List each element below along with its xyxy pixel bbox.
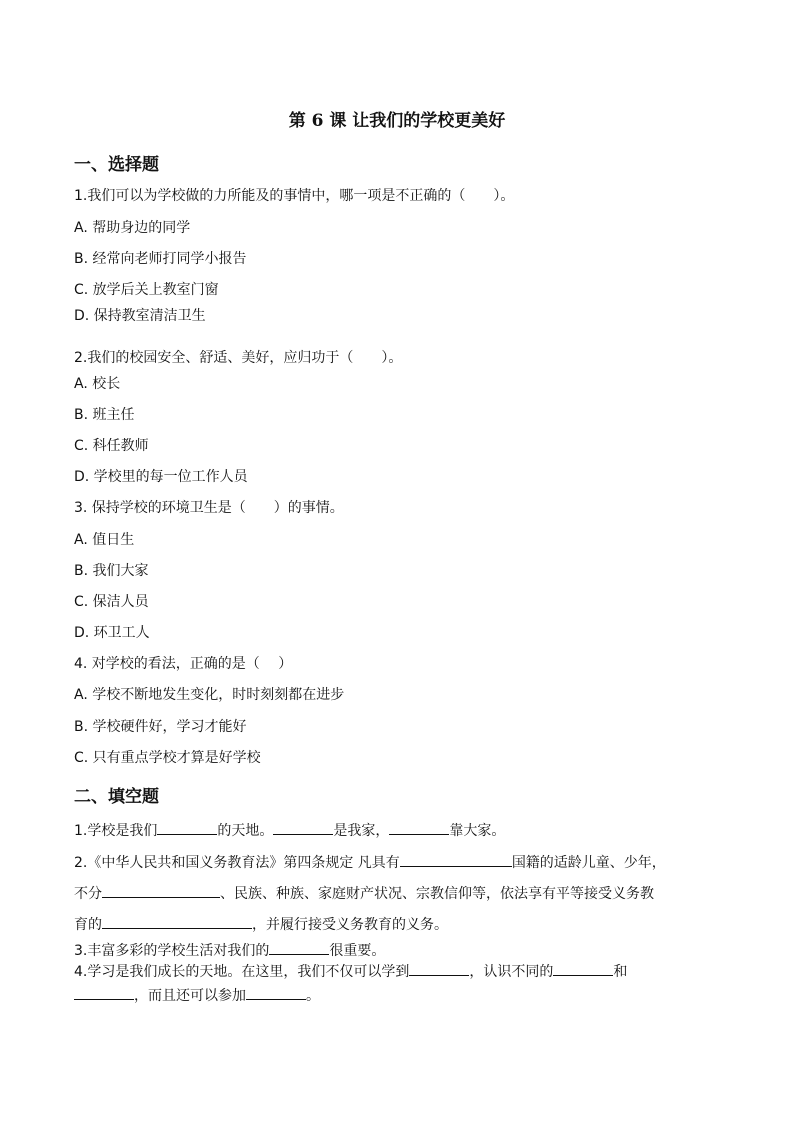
fill-1-text-3: 是我家，	[333, 823, 390, 839]
fill-1-text-4: 靠大家。	[449, 823, 506, 839]
fill-2-text-6: ，并履行接受义务教育的义务。	[252, 917, 448, 933]
question-1-stem: 1.我们可以为学校做的力所能及的事情中，哪一项是不正确的（ ）。	[74, 188, 515, 204]
question-2-option-d: D. 学校里的每一位工作人员	[74, 469, 248, 485]
fill-1-text-1: 1.学校是我们	[74, 823, 158, 839]
fill-4-text-3: 和	[613, 964, 628, 980]
fill-4-text-2: ，认识不同的	[469, 964, 554, 980]
fill-1-blank-1[interactable]	[157, 820, 217, 835]
fill-3-blank-1[interactable]	[269, 940, 329, 955]
fill-2-blank-1[interactable]	[400, 852, 512, 867]
question-1-option-a: A. 帮助身边的同学	[74, 220, 191, 236]
fill-2-blank-3[interactable]	[102, 914, 252, 929]
fill-question-2-line-1	[74, 852, 666, 872]
fill-2-text-1: 2.《中华人民共和国义务教育法》第四条规定 凡具有	[74, 855, 400, 871]
question-3-option-a: A. 值日生	[74, 532, 135, 548]
question-1-option-d: D. 保持教室清洁卫生	[74, 308, 206, 324]
question-3-option-c: C. 保洁人员	[74, 594, 149, 610]
fill-question-4-line-2	[74, 985, 320, 1005]
fill-4-text-5: 。	[306, 988, 320, 1004]
fill-4-text-1: 4.学习是我们成长的天地。在这里，我们不仅可以学到	[74, 964, 410, 980]
question-3-option-d: D. 环卫工人	[74, 625, 150, 641]
fill-3-text-1: 3.丰富多彩的学校生活对我们的	[74, 943, 270, 959]
fill-question-4-line-1	[74, 961, 627, 981]
fill-2-blank-2[interactable]	[102, 883, 220, 898]
fill-4-blank-2[interactable]	[553, 961, 613, 976]
fill-4-blank-1[interactable]	[409, 961, 469, 976]
fill-question-2-line-2	[74, 883, 654, 903]
fill-4-blank-3[interactable]	[74, 985, 134, 1000]
question-1-option-b: B. 经常向老师打同学小报告	[74, 251, 247, 267]
fill-2-text-4: 、民族、种族、家庭财产状况、宗教信仰等，依法享有平等接受义务教	[220, 886, 654, 902]
fill-1-blank-2[interactable]	[273, 820, 333, 835]
question-2-option-a: A. 校长	[74, 376, 121, 392]
question-2-option-b: B. 班主任	[74, 407, 135, 423]
question-4-option-b: B. 学校硬件好，学习才能好	[74, 719, 247, 735]
fill-1-text-2: 的天地。	[217, 823, 274, 839]
page-title: 第 6 课 让我们的学校更美好	[288, 111, 506, 131]
question-1-option-c: C. 放学后关上教室门窗	[74, 282, 219, 298]
question-3-stem: 3. 保持学校的环境卫生是（ ）的事情。	[74, 500, 344, 516]
question-4-option-a: A. 学校不断地发生变化，时时刻刻都在进步	[74, 687, 345, 703]
fill-2-text-5: 育的	[74, 917, 102, 933]
fill-1-blank-3[interactable]	[389, 820, 449, 835]
fill-question-1	[74, 820, 505, 840]
fill-3-text-2: 很重要。	[329, 943, 386, 959]
fill-4-text-4: ，而且还可以参加	[134, 988, 246, 1004]
question-4-option-c: C. 只有重点学校才算是好学校	[74, 750, 261, 766]
fill-question-3	[74, 940, 385, 960]
question-2-option-c: C. 科任教师	[74, 438, 149, 454]
question-3-option-b: B. 我们大家	[74, 563, 149, 579]
fill-2-text-3: 不分	[74, 886, 102, 902]
fill-4-blank-4[interactable]	[246, 985, 306, 1000]
question-4-stem: 4. 对学校的看法，正确的是（ ）	[74, 656, 293, 672]
section-heading-fill-blank: 二、填空题	[74, 787, 159, 807]
section-heading-choice: 一、选择题	[74, 155, 159, 175]
question-2-stem: 2.我们的校园安全、舒适、美好，应归功于（ ）。	[74, 350, 403, 366]
fill-question-2-line-3	[74, 914, 448, 934]
fill-2-text-2: 国籍的适龄儿童、少年，	[511, 855, 666, 871]
